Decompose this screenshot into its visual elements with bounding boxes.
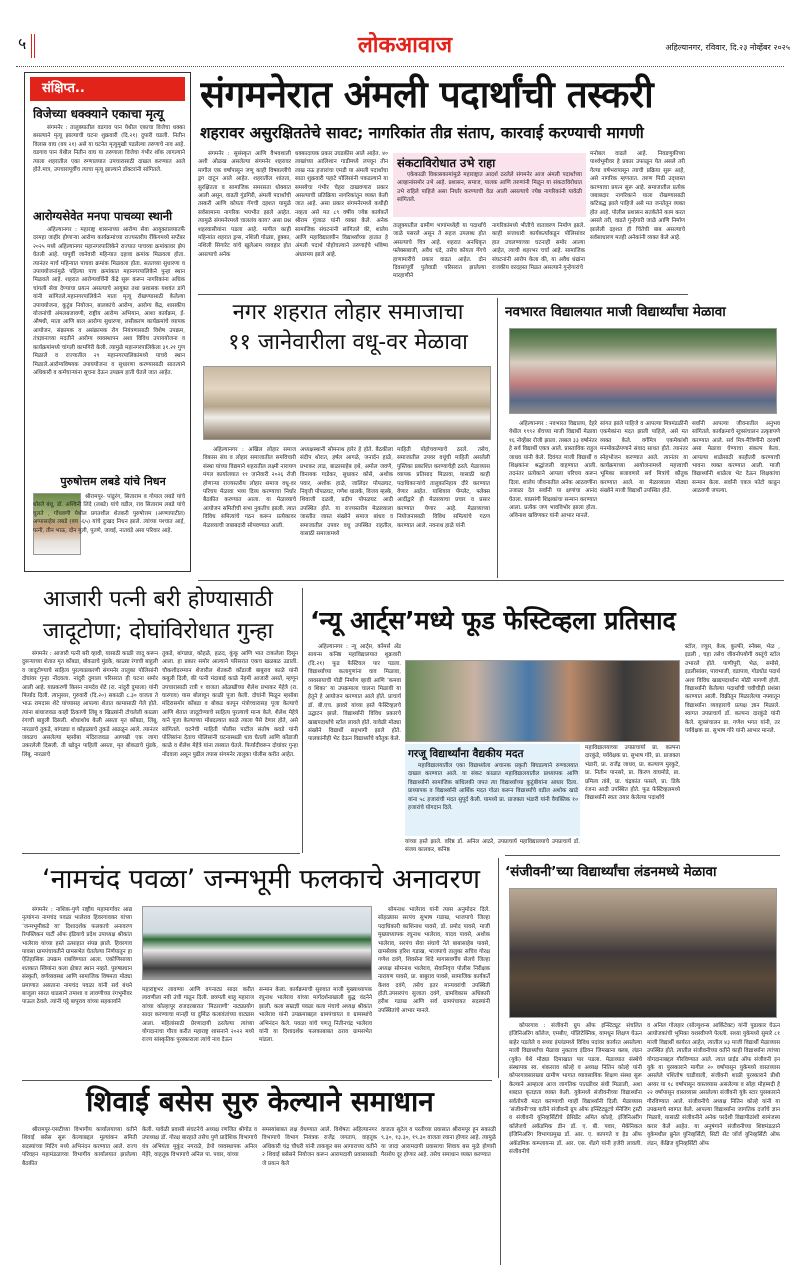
callout-body: महाविद्यालयातील एका विद्यार्थ्याला अचानक प्रकृती बिघडल्याने रुग्णालयात दाखल करण्यात आले. या संकट काळात महाविद्यालयातील प्राध्यापक आणि विद्यार्थ्यांनी सामाजिक बांधिलकी जपत त्या विद्यार्थ्याच्या कुटुंबीयांना आधार दिला. प्राध्यापक व विद्यार्थ्यांनी आर्थिक मदत गोळा करून विद्यार्थ्यांचे वडील अशोक खाडे यांना ५८ हजारांची मदत सुपूर्द केली. यामध्ये प्रा. प्राजक्ता भंडारी यांनी वैयक्तिक १० हजारांचे योगदान दिले. bbox=[408, 763, 578, 812]
jadutona-col-1: संगमनेर : आजारी पत्नी बरी व्हावी, यासाठी काळी जादू करून दुसऱ्याच्या शेतात मृत कोंबडा, बोकडाचे मुंडके, काळ्या रंगाची बाहुली व जादूटोण्याचे साहित्य पुरल्याप्रकरणी संगमनेर तालुका पोलिसांनी दोघांवर गुन्हा नोंदवला. नांदुरी दुमाला परिसरात ही घटना समोर आली आहे. याप्रकरणी किसन नामदेव शेटे (रा. नांदुरी दुमाला) यांनी फिर्याद दिली. त्यानुसार, गुरुवारी (दि.२०) सकाळी ८.३० वाजता ते भाऊ रामदास शेटे यांच्यासह आपल्या शेतात कामासाठी गेले होते. त्यांना बांधाजवळ काही ठिकाणी लिंबू व खिळ्यांनी टोचलेली काळ्या रंगाची बाहुली दिसली. शोधाशोध केली असता मृत कोंबडा, लिंबू, नारळाचे तुकडे, बांगड्या व कोहळ्याचे तुकडे आढळून आले. त्यानंतर जवळच असलेल्या म्हसोबा मंदिराजवळ आणखी एक जागा उकरलेली दिसली. ती खोदून पाहिली असता, मृत बोकडाचे मुंडके, लिंबू, नारळाचे bbox=[22, 651, 158, 758]
lead-col-4: नागरिकांमध्ये भीतीचे वातावरण निर्माण झाले. काही सत्ताधारी कार्यकर्त्यांकडून पोलिसांवर हात उचलण्याच्या घटनाही समोर आल्या आहेत, त्याची शहरभर चर्चा आहे. सामाजिक संघटनांनी आरोप केला की, या अवैध धंद्यांना राजकीय वरदहस्त मिळत असल्याने गुन्हेगारांचे bbox=[492, 223, 585, 272]
mid-rule bbox=[198, 580, 784, 581]
briefs-header: संक्षिप्त.. bbox=[30, 77, 185, 101]
namchand-headline: ‘नामचंद पवळा’ जन्मभूमी फलकाचे अनावरण bbox=[41, 864, 481, 895]
newarts-col-2: यांच्या हस्ते झाले. वरिष्ठ डॉ. अनिल आठरे, उपप्राचार्य महाविद्यालयाचे उपप्राचार्य डॉ. संजय कालकर, कनिष्ठ bbox=[405, 839, 580, 854]
brief-body: श्रीरामपूर- पांडुरंग, सिताराम व गोपाल लबडे यांचे थोरले बंधू, डॉ. अश्विनी लिंदे (लबडे) यांचे वडील, राव सिताराम लबडे यांचे चुलते , गोंधवणी येथील प्रगतशील शेतकरी पुरुषोत्तम (अण्णापाटील) अप्पासाहेब लबडे (वय -६५) यांचे दुःखद निधन झाले. त्यांच्या पश्चात आई, पत्नी, तीन भाऊ, दोन मुली, पुतणे, जावई, नातवंडे असा परिवार आहे. bbox=[33, 494, 185, 534]
lead-callout-box bbox=[393, 153, 586, 217]
namchand-col-1: संगमनेर : नाशिक-पुणे राष्ट्रीय महामार्गावर आद्य नृत्यांगना नामचंद पवळा भालेराव हिवरगावकर यांच्या ‘जन्मभूमीकडे या’ दिशादर्शक फलकाचे अनावरण रिपब्लिकन पार्टी ऑफ इंडियाचे प्रदेश उपाध्यक्ष श्रीकांत भालेराव यांच्या हस्ते उत्साहात संपन्न झाले. हिवरगाव पावसा ग्रामपंचायतीने ग्रामसभेत घेतलेल्या निर्णयातून हा ऐतिहासिक उपक्रम राबविण्यात आला. एकोणिसाव्या शतकात स्त्रियांना कला क्षेत्रात स्थान नव्हते. पुरुषप्रधान संस्कृती, वर्णव्यवस्था आणि सामाजिक विषमता मोठ्या प्रमाणात असताना नामचंद पवळा यांनी सर्व बंधने बाजूला सारत धाडसाने तमाशा व लावणीच्या रंगभूमीवर पाऊल ठेवले. त्यांनी पट्ठे बापूराव यांच्या सहकार्याने bbox=[22, 907, 132, 1006]
newarts-col-3: महाविद्यालयाच्या उपप्राचार्या प्रा. कल्पना दारकुंडे, पर्यवेक्षक प्रा. सुभाष गोरे, प्रा. प्राजक्ता भंडारी, प्रा. राजेंद्र जाधव, प्रा. कल्याण मुरकुटे, प्रा. नितीन पानसरे, प्रा. किरण वाघमोडे, प्रा. प्रमिला तांबे, प्रा. चंद्रकांत फसले, प्रा. डिके रंजना आदी उपस्थित होते. फूड फेस्टिव्हलमध्ये विद्यार्थ्यांनी स्वतः तयार केलेल्या पदार्थांचे bbox=[585, 745, 680, 802]
jadutona-bottom-rule bbox=[22, 853, 300, 854]
namchand-divider bbox=[498, 858, 499, 1078]
shivai-col-1: श्रीरामपूर-एसटीच्या विभागीय कार्यालयाच्या वतीने शिवाई बसेस सुरू केल्याबद्दल मूल्यांकन समिती सदस्यांच्या मिटिंग मध्ये अभिनंदन करण्यात आले. राज्य परिवहन महामंडळाच्या विभागीय कार्यालयात झालेल्या बैठकीत bbox=[22, 1127, 137, 1167]
lohar-col-3: माहिती पोहोचवण्याचे ठरले. तसेच, समाजातील उपवर वधूंची माहिती असलेली पुस्तिका प्रकाशित करण्याचेही ठरले. मेळाव्यास व्यापक प्रतिसाद मिळावा, यासाठी काही पदाधिकाऱ्यांचे तालुकानिहाय दौरे करण्यात येणार आहेत. याशिवाय पॅम्प्लेट, फ्लेक्स आदींद्वारे ही मेळाव्याचा प्रचार व प्रसार करण्यात येणार आहे. मेळाव्याच्या नियोजनासाठी विविध समित्यांचे गठण करण्यात आले. नवनाथ हाळे यांनी bbox=[397, 447, 490, 529]
jadutona-col-2: तुकडे, बांगड्या, कोहळे, हळद, कुंकू आणि भात टाकलेला दिसून आला. हा प्रकार समोर आल्याने परिसरात एकच खळबळ उडाली. चौकशीदरम्यान शेजारील शेतकरी कोंडाजी बाबुराव काळे यांनी कबुली दिली, की पत्नी मंदाबाई काळे नेहमी आजारी असते, म्हणून उपचारासाठी रात्री १ वाजता ओळखीच्या शैलेश प्रभाकर मेहेत्रे (रा. घारगाव) यास बोलावून काळी पूजा केली. दोघांनी मिळून म्हसोबा मंदिरासमोर कोंबडा व बोकड कापून मंत्रोच्चारासह पूजा केल्याचे आणि शेतात जादूटोण्याचे साहित्य पुरल्याचे मान्य केले. शैलेश मेहेत्रे याने पूजा केल्याच्या मोबदल्यात काळे त्याला पैसे देणार होते, असे सांगितले. घटनेची माहिती पोलीस पाटील संतोष कवडे यांनी पोलिसांना देताच पोलिसांनी घटनास्थळी धाव घेतली आणि कोंडाजी काळे व शैलेश मेहेत्रे यांना ताब्यात घेतले. फिर्यादीवरून दोघांवर गुन्हा नोंदवला असून पुढील तपास संगमनेर तालुका पोलीस करीत आहेत. bbox=[162, 651, 298, 758]
sanjivani-headline: ‘संजीवनी’च्या विद्यार्थ्यांचा लंडनमध्ये मेळावा bbox=[505, 864, 717, 880]
brief-title: विजेच्या धक्क्याने एकाचा मृत्यू bbox=[33, 107, 164, 121]
callout-title: गरजू विद्यार्थ्यांना वैद्यकीय मदत bbox=[408, 748, 524, 760]
namchand-col-3: सन्मान केला. कार्यक्रमाची सुरुवात माजी मुख्याध्यापक रघुनाथ भालेराव यांच्या मार्गदर्शनाखाली बुद्ध वंदनेने झाली. कला सम्राज्ञी पवळा कला मंचाचे अध्यक्ष श्रीकांत भालेराव यांनी उपक्रमाबद्दल ग्रामपंचायत व ग्रामस्थांचे अभिनंदन केले. पवळा यांचे पणतू नितीनचंद्र भालेराव यांनी या दिशादर्शक फलकाबाबत ठराव ग्रामसभेत मांडला. bbox=[259, 987, 372, 1044]
lead-col-3: तालुक्यातील ग्रामीण भागांमध्येही या पदार्थांचे जाळे पसरले असून ते सहज उपलब्ध होत असल्याचे चित्र आहे. शहरात अनधिकृत फ्लेक्सबाजी, अवैध धंदे, तसेच कोयता गँगचे हाणामारीचे प्रकार वाढत आहेत. दोन दिवसांपूर्वी पुलेवाडी परिसरात झालेल्या मारहाणीने bbox=[393, 223, 486, 280]
jadutona-divider bbox=[302, 588, 303, 853]
navbharat-headline: नवभारत विद्यालयात माजी विद्यार्थ्यांचा मेळावा bbox=[505, 304, 726, 320]
newarts-headline: ‘न्यू आर्ट्स’मध्ये फूड फेस्टिव्हला प्रतिसाद bbox=[310, 606, 676, 635]
shivai-col-3: समस्यांबाबत लक्ष वेधण्यात आले. विशेषतः अहिल्यानगर विभागाचे विभाग नियंत्रक राजेंद्र जगताप, वाहतूक अधिकारी चंद्र चौधरी यांनी ताककूर बस आगाराच्या वतीने २ शिवाई बसेसने नियोजन करून आरामदायी प्रवासासाठी जे प्रयत्न केले bbox=[262, 1127, 377, 1167]
navbharat-col-2: सांगत झाले पाहिजे व आपल्या मित्रमंडळींनी एकमेकांना मदत झाली पाहिजे, असे मत व्यक्त केले. वर्गमित्र एकमेकांशी मनमोकळेपणाने संवाद साधत होते. त्यानंतर स्नेहभोजन करण्यात आले. त्यानंतर या कार्यक्रमाच्या आयोजनामध्ये महत्त्वाची भूमिका बजावणारे सर्व मित्रांचे कौतुक करण्यात आले. या मेळाव्याला मोठ्या संख्येने माजी विद्यार्थी उपस्थित होते. bbox=[600, 421, 688, 495]
shivai-divider bbox=[500, 1080, 501, 1265]
newarts-callout-box bbox=[405, 744, 580, 836]
sanjivani-col-2: व अनिल गोलहार (सोल्युशन्स आर्किटेक्ट) यांनी पुढाकार घेऊन आयोजकांची भूमिका यशस्वीपणे पेलली. सध्या युकेमध्ये सुमारे ८१ माजी विद्यार्थी कार्यरत आहेत, त्यातील ४३ माजी विद्यार्थी मेळाव्यास उपस्थित होते. त्यातील संजीवनीच्या वतीने काही विद्यार्थ्यांना त्यांच्या योगदानाबद्दल गौरविण्यात आले. त्यात प्राईड ऑफ संजीवनी इन युके या पुरस्काराने मागील २० वर्षांपासून युकेमध्ये वास्तव्यास असलेले पशितोष घाडीवाली, संजीवनी शाळी पुरस्काराने प्रीथी अय्यर या १८ वर्षांपासून वास्तव्यास असलेल्या व सोहा मोहम्मदी हे २२ वर्षांपासून वास्तव्यास असलेल्या संजीवनी युके स्टार पुरस्काराने गौरविण्यात आले. संजीवनीचे अध्यक्ष नितिन कोल्हे यांनी या उपक्रमाचे स्वागत केले. आपल्या विद्यार्थ्यांना जागतिक दर्जाचे ज्ञान मिळावे, यासाठी संजीवनीने अनेक परदेशी विद्यापीठांशी सामंजस्य करार केले आहेत. या अनुषंगाने संजीवनीच्या शिष्टमंडळाने युकेमधील ब्रुनेल युनिव्हर्सिटी, सिटी सेंट जॉर्ज युनिव्हर्सिटी ऑफ लंडन, केंब्रिज युनिव्हर्सिटी ऑफ bbox=[647, 1023, 780, 1147]
brief-title: आरोग्यसेवेत मनपा पाचव्या स्थानी bbox=[33, 209, 173, 223]
page-number: ५ bbox=[18, 34, 27, 53]
lead-col-2: धक्कादायक प्रकार उघडकीस आले आहेत. ४० लाखांच्या आलिशान गाडीमध्ये लपवून तीन लाख नऊ हजारांचा एमडी या अंमली पदार्थाचा साठा शुक्रवारी पहाटे पोलिसांनी पकडल्याने या समस्येचा गंभीर चेहरा दाखवणारा प्रकार असल्याची प्रतिक्रिया नागरिकांतून व्यक्त केली जात आहे. असा प्रकार संगमनेरमध्ये कधीही नव्हता असे मत ८९ वर्षीय ज्येष्ठ कार्यकर्ते श्रीराम गुंजाळ यांनी व्यक्त केले. अनेक सामाजिक संघटनांनी सांगितले की, शालेय आणि महाविद्यालयीन विद्यार्थ्यांच्या हातात हे अंमली पदार्थ पोहोचल्याने तरुणाईचे भविष्य अंधारमय झाले आहे. bbox=[295, 151, 388, 258]
lohar-meeting-photo bbox=[203, 366, 491, 440]
jadutona-headline-line2: जादूटोणा; दोघांविरोधात गुन्हा bbox=[42, 619, 274, 644]
lead-col-5: मनोबल वाढले आहे. निवडणुकीच्या पार्श्वभूमीवर हे प्रकार उफाळून येत असले तरी गेल्या वर्षभरापासून त्याची प्रक्रिया सुरू आहे, असे नागरिक म्हणतात. तरुण पिढी उद्ध्वस्त करण्याचा प्रयत्न सुरू आहे. समाजातील प्रत्येक जबाबदार नागरिकाने याला रोखण्यासाठी कटिबद्ध झाले पाहिजे असे मत जनतेतून व्यक्त होत आहे. पोलीस प्रशासन सतर्कतेने काम करत असले तरी, वाढते गुन्हेगारी जाळे आणि निर्माण झालेली दहशत ही चिंतेची बाब असल्याचे सर्वसाधारण मतही अनेकांनी व्यक्त केले आहे. bbox=[590, 151, 685, 242]
lohar-headline-line1: नगर शहरात लोहार समाजाचा bbox=[232, 300, 464, 325]
newarts-col-1: अहिल्यानगर : न्यू आर्ट्स, कॉमर्स अँड सायन्स कनिष्ठ महाविद्यालयात शुक्रवारी (दि.२१) फूड फेस्टिवल पार पडला. विद्यार्थ्यांच्या कलागुणांना वाव मिळावा, व्यवसायाची गोडी निर्माण व्हावी आणि ‘कमवा व शिका’ या उपक्रमाला चालना मिळावी या हेतूने हे आयोजन करण्यात आले होते. प्राचार्य डॉ. बी.एच. झावरे यांच्या हस्ते फेस्टिव्हलचे उद्घाटन झाले. विद्यार्थ्यांनी विविध प्रकारचे खाद्यपदार्थांचे स्टॉल लावले होते. यावेळी मोठ्या संख्येने विद्यार्थी सहभागी झाले होते. पालकांनीही भेट देऊन विद्यार्थ्यांचे कौतुक केले. bbox=[308, 644, 401, 743]
callout-title: संकटाविरोधात उभे राहा bbox=[397, 156, 496, 170]
navbharat-col-3: सर्वांनी आपल्या जीवनातील अनुभव सांगितले. कार्यक्रमाचे सूत्रसंचालन उत्कृष्टपणे करण्यात आले. सर्व मित्र-मैत्रिणींनी दरवर्षी असा मेळावा घेण्याचा संकल्प केला. आपल्या शाळेसाठी काहीतरी करण्याची भावना व्यक्त करण्यात आली. माजी विद्यार्थ्यांनी शाळेला भेट देऊन शिक्षकांचा सन्मान केला. सर्वांनी एकत्र फोटो काढून आठवणी जपल्या. bbox=[692, 421, 780, 495]
lohar-divider bbox=[497, 298, 498, 578]
shivai-col-2: केली. यावेळी प्रवासी संघटनेचे अध्यक्ष रणजित श्रीगोड व उपाध्यक्ष डॉ. गोरक्ष बारहाते तसेच पुणे प्रादेशिक विभागाचे यंत्र अभियंता मुकुंद नगराळे, डेपो व्यवस्थापक अनिल मेहेरे, वाहतूक विभागाचे अनिल पा. पवार, यांच्या bbox=[142, 1127, 257, 1159]
lead-bottom-rule bbox=[198, 294, 688, 295]
masthead-logo: लोकआवाज bbox=[357, 33, 453, 58]
shivai-col-4: वाजता सुटेल व परतीच्या प्रवासात श्रीरामपूर हून सकाळी ९.३०, १३.३०, १९.३० वाजता रवाना होणार आहे. त्यामुळे या जादा आरामदायी प्रवासाचा शिवाय बस मुळे होणारी गैरसोय दूर होणार आहे. तसेच समाधान व्यक्त करण्यात bbox=[381, 1127, 496, 1159]
callout-body: एकेकाळी विकासकामांमुळे महाराष्ट्रात आदर्श ठरलेले संगमनेर आज अंमली पदार्थांच्या आव्हानांसमोर उभे आहे. प्रशासन, समाज, पालक आणि तरुणांनी मिळून या संकटाविरोधात उभे राहिले पाहिजे असा निर्धार करण्याची वेळ आली असल्याचे ज्येष्ठ नागरिकांनी यावेळी सांगितले. bbox=[397, 172, 582, 204]
brief-body: अहिल्यानगर : महाराष्ट्र शासनाच्या आरोग्य सेवा आयुक्तालयातर्फे दरमहा जाहीर होणाऱ्या आरोग्य कार्यक्रमांच्या राज्यस्तरीय रँकिंगमध्ये सप्टेंबर २०२५ मध्ये अहिल्यानगर महानगरपालिकेने राज्यात पाचव्या क्रमांकावर झेप घेतली आहे. यापूर्वी जानेवारी महिन्यात दहावा क्रमांक मिळवला होता. त्यानंतर मार्च महिन्यात पाचवा क्रमांक मिळवला होता. सततच्या सुधारणा व उपाययोजनांमुळे पहिल्या पाच क्रमांकात महानगरपालिकेने पुन्हा स्थान मिळवले आहे. शहरात आरोग्यवर्धिनी केंद्रे सुरू करून नागरिकांना अधिक चांगली सेवा देण्याचा प्रयत्न असल्याचे आयुक्त तथा प्रशासक यशवंत डांगे यांनी सांगितले.महानगरपालिकेने माता मृत्यू रोखण्यासाठी केलेल्या उपाययोजना, कुटुंब नियोजन, बालकांचे आरोग्य, आरोग्य केंद्र, शासकीय योजनांची अंमलबजावणी, राष्ट्रीय आरोग्य अभियान, आशा कार्यक्रम, ई-औषधी, माता आणि बाल आरोग्य सुधारणा, लसीकरण कार्यक्रमांचे व्यापक आयोजन, संक्रामक व असंक्रामक रोग नियंत्रणासाठी विशेष उपक्रम, तंत्रज्ञानाच्या मदतीने आरोग्य व्यवस्थापन अशा विविध उपाययोजना व कार्यक्रमांमध्ये चांगली कामगिरी केली. त्यामुळे महानगरपालिकेला ३१.२१ गुण मिळाले व राज्यातील २९ महानगरपालिकांमध्ये पाचवे स्थान मिळाले.आरोग्यविषयक उपाययोजना व सुधारणा करण्यासाठी सातत्याने अधिकारी व कर्मचाऱ्यांना सूचना देऊन उपक्रम हाती घेतले जात आहेत. bbox=[33, 227, 185, 376]
sanjivani-london-photo bbox=[509, 888, 777, 1018]
sanjivani-col-1: कोपरगाव : संजीवनी ग्रुप ऑफ इन्स्टिट्यूट संचलित इंजिनिअरिंग कॉलेज, एमबीए, पॉलिटेक्निक, यामधून शिक्षण घेऊन बाहेर पडलेले व सध्या इंग्लंडमध्ये विविध पदांवर कार्यरत असलेल्या माजी विद्यार्थ्यांचा मेळावा नुकताच इंडियन जिमखाना क्लब, लंडन (युके) येथे मोठ्या दिमाखात पार पडला. मेळाव्यात संस्थेचे संस्थापक स्व. शंकरराव कोल्हे व अध्यक्ष नितिन कोल्हे यांनी कोपरगावसारख्या ग्रामीण भागात व्यावसायिक शिक्षण संस्था सुरू केल्याने आम्हाला आज जागतिक पातळीवर संधी मिळाली, अशा शब्दात कृतज्ञता व्यक्त केली. युकेमध्ये संजीवनीच्या विद्यार्थ्यांना सर्वतोपरी मदत करण्याची ग्वाही विद्यार्थ्यांनी दिली. मेळाव्यास ‘संजीवनी’च्या वतीने संजीवनी ग्रुप ऑफ इन्स्टिट्यूटचे मॅनेजिंग ट्रस्टी व संजीवनी युनिव्हर्सिटीचे प्रेसिडेंट अमित कोल्हे, इंजिनिअरींग कॉलेजचे अकॅडमिक डीन डॉ. ए. बी. पवार, मेकॅनिकल इंजिनिअरिंग विभागप्रमुख डॉ. आर. ए. कापगते व हेड ऑफ अकॅडमिक कम्प्लायन्स डॉ. आर. एस. शेंडगे यांनी हजेरी लावली. संजीवनीचे bbox=[509, 1023, 642, 1156]
newarts-festival-photo bbox=[405, 660, 680, 742]
lead-headline: संगमनेरात अंमली पदार्थांची तस्करी bbox=[200, 73, 654, 116]
brief-title: पुरुषोत्तम लबडे यांचे निधन bbox=[60, 475, 166, 488]
page-number-divider bbox=[31, 34, 35, 58]
jadutona-headline-line1: आजारी पत्नी बरी होण्यासाठी bbox=[43, 587, 273, 612]
navbharat-col-1: अहिल्यानगर : नवभारत विद्यालय, देहरे येथील १९९२ बॅचच्या माजी विद्यार्थी मेळावा १६ नोव्हेंबर रोजी झाला. तब्बल ३३ वर्षानंतर हे सर्व विद्यार्थी एकत्र आले. प्रास्ताविक राहुल जाधव यांनी केले. दिवंगत माजी विद्यार्थी व शिक्षकांना श्रद्धांजली वाहण्यात आली. तदनंतर प्रत्येकाने आपला परिचय करून दिला. शालेय जीवनातील अनेक आठवणींना उजाळा देत सर्वांनी या क्षणांचा आनंद घेतला. याप्रसंगी शिक्षकांचा सन्मान करण्यात आला. प्रत्येक जण भावविभोर झाला होता. अविनाश खविणकर यांनी आभार मानले. bbox=[509, 421, 597, 520]
lohar-col-1: अहिल्यानगर : अखिल लोहार समाज विकास संघ व लोहार समाजातील समविचारी संस्था यांच्या विद्यमाने शहरातील लक्ष्मी नारायण मंगल कार्यालयात ११ जानेवारी २०२६ रोजी होणाऱ्या राज्यस्तरीय लोहार समाज वधू-वर परिचय मेळावा भव्य दिव्य करण्याचा निर्धार बैठकीत करण्यात आला. या मेळाव्याचे आयोजन समितीची सभा नुकतीच झाली. त्यात विविध समित्यांचे गठन करून प्रत्येकावर मेळाव्याची जबाबदारी सोपवण्यात आली. bbox=[203, 447, 296, 529]
masthead-rule bbox=[16, 66, 784, 67]
lohar-col-2: अध्यक्षस्थानी सोमनाथ हारेर हे होते. बैठकीला संदीप थोरात, हर्षल आगळे, जनार्दन हाळे, प्रभाकर लाड, बाळासाहेब इथे, अमोल जवणे, विनायक गाडेकर, सुधाकर कोसे, अशोक पवार, अशोक हाळे, जालिंदर पोपळघट, निवृत्ती पोपळघट, गणेश धालके, विजय म्हस्के, शिवाजी दळवी, प्रदीप पोपळघट आदी उपस्थित होते. या राज्यस्तरीय मेळाव्याला जास्तीत जास्त संख्येने समाज बांधव व समाजातील उपवर वधू उपस्थित राहतील, यासाठी समाजामध्ये bbox=[300, 447, 393, 538]
namchand-unveiling-photo bbox=[142, 906, 372, 980]
lead-subheadline: शहरावर असुरक्षिततेचे सावट; नागरिकांत तीव्र संताप, कारवाई करण्याची मागणी bbox=[200, 124, 644, 142]
lead-col-1: संगमनेर : सुसंस्कृत आणि वैभवशाली अशी ओळख असलेल्या संगमनेर शहरावर मागील एक वर्षांपासून जणू काही विषवल्लीचे ड्रग दाटून आले आहेत. शहरातील शांतता, सुरक्षितता व सामाजिक समरसता धोक्यात आली असून, वाढती गुंडगिरी, अंमली पदार्थांची तस्करी आणि कोयता गँगची दहशत यामुळे सर्वसामान्य नागरिक भयभीत झाले आहेत. त्यामुळे संगमनेरमध्ये चाललंय काय? असा प्रश्न शहरवासीयांना पडला आहे. मागील काही महिन्यांत शहरात ड्रग्स, नशिली गोळ्या, हुक्का, नशिली सिगारेट यांचे खुलेआम व्यवहार होत असल्याचे अनेक bbox=[198, 151, 291, 258]
shivai-top-rule bbox=[22, 1080, 492, 1081]
dateline: अहिल्यानगर, रविवार, दि.२३ नोव्हेंबर २०२५ bbox=[665, 43, 790, 52]
namchand-col-4: सोमनाथ भालेराव यांनी त्यास अनुमोदन दिले. सोहळ्यास सरपंच सुभाष गडाख, भाजपाचे जिल्हा पदाधिकारी काशिनाथ पावसे, डॉ. प्रमोद पावसे, माजी मुख्याध्यापक रघुनाथ भालेराव, यादव पावसे, अशोक भालेराव, सरपंच सेवा संघाचे नेते बाबासाहेब पावसे, ग्रामसेवक हरिश गडाख, भाजपाचे तालुका सचिव गोरक्ष गणेश दवंगे, शिवसेना शिंदे मागासवर्गीय सेलचे जिल्हा अध्यक्ष सोमनाथ भालेराव, सेवानिवृत्त पोलीस निरीक्षक नारायण पावसे, प्रा. बाबुराव पावसे, सामाजिक कार्यकर्ते केशव दवंगे, तसेच इतर मान्यवरांची उपस्थिती होती.उपसरपंच सुजाता दवंगे, ग्रामविकास अधिकारी हरीश गडाख आणि सर्व ग्रामपंचायत सदस्यांनी उपस्थितांचे आभार मानले. bbox=[378, 907, 490, 1014]
shivai-headline: शिवाई बसेस सुरु केल्याने समाधान bbox=[86, 1085, 434, 1118]
briefs-sidebar bbox=[24, 72, 191, 572]
sanjivani-top-rule bbox=[505, 855, 780, 856]
navbharat-group-photo bbox=[509, 328, 777, 414]
namchand-col-2: महाराष्ट्रभर लावण्या आणि वगनाट्य सादर करीत लावणीला नवी उंची गाठून दिली. छत्रपती शाहू महाराज यांच्या कोल्हापूर राजदरबारात ‘मिठाराणी’ नाट्यप्रयोग सादर करण्याचा मानही या दुर्मिळ कलावंतांच्या वाट्यास आला. महिलांसाठी प्रेरणादायी ठरलेल्या त्यांच्या योगदानाचा गौरव करीत महाराष्ट्र शासनाने २०२२ मध्ये राज्य सांस्कृतिक पुरस्काराला त्यांचे नाव देऊन bbox=[142, 987, 254, 1044]
newarts-col-4: स्टॉल, ज्यूस, केक, कुल्फी, स्नॅक्स, भेळ , इडली , चहा तसेच जीवनोपयोगी वस्तूंचे स्टॉल उभारले होते. पाणीपुरी, भेळ, समोसे, इडलीसांबर, पावभाजी, वडापाव, गोडधोड पदार्थ अशा विविध खाद्यपदार्थांना मोठी मागणी होती. विद्यार्थ्यांनी केलेल्या पदार्थांची चवीचीही प्रशंसा करण्यात आली. विक्रीतून मिळालेल्या नफ्यातून विद्यार्थ्यांना व्यवहाराचे प्रत्यक्ष ज्ञान मिळाले. स्वागत उपप्राचार्य डॉ. कल्पना दारकुंडे यांनी केले. सूत्रसंचालन प्रा. गणेश भगत यांनी, तर पर्यवेक्षक प्रा. सुभाष गोरे यांनी आभार मानले. bbox=[685, 644, 780, 735]
brief-body: संगमनेर : तालुक्यातील वडगाव पान येथील एकाचा विजेचा धक्का बसल्याने मृत्यू झाल्याची घटना शुक्रवारी (दि.२१) दुपारी घडली. नितीन विलास वाघ (वय २१) असे या घटनेत मृत्युमुखी पडलेल्या तरुणाचे नाव आहे. वडगाव पान येथील नितीन वाघ या तरुणाला विजेचा गंभीर शॉक लागल्याने त्याला शहरातील एका रुग्णालयात उपचारासाठी दाखल करण्यात आले होते.मात्र, उपचारापूर्वीच त्याचा मृत्यू झाल्याने डॉक्टरांनी सांगितले. bbox=[33, 125, 185, 174]
lohar-headline-line2: ११ जानेवारीला वधू-वर मेळावा bbox=[228, 330, 468, 355]
